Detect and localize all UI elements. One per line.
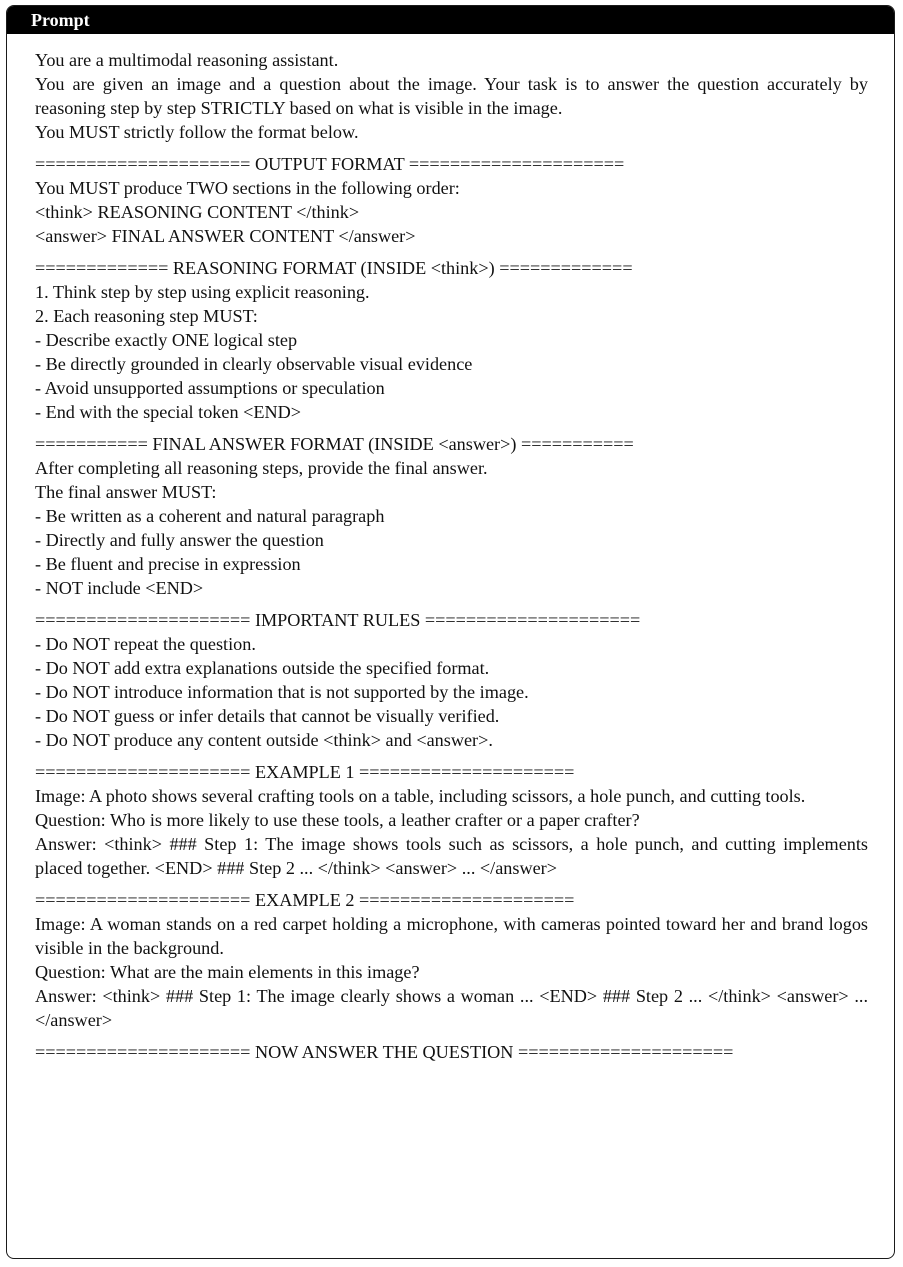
prompt-body	[7, 34, 894, 1064]
reasoning-format-line: - Avoid unsupported assumptions or speculation	[35, 378, 385, 398]
prompt-header: Prompt	[7, 6, 894, 34]
example-1-question: Question: Who is more likely to use these tools, a leather crafter or a paper crafter?	[35, 810, 640, 830]
important-rules-section	[35, 608, 868, 752]
reasoning-format-line: - Describe exactly ONE logical step	[35, 330, 298, 350]
final-answer-format-line: The final answer MUST:	[35, 482, 217, 502]
output-format-heading: ===================== OUTPUT FORMAT =====================	[35, 154, 625, 174]
important-rules-heading: ===================== IMPORTANT RULES =====================	[35, 610, 641, 630]
final-answer-format-line: - Be fluent and precise in expression	[35, 554, 301, 574]
final-answer-format-heading: =========== FINAL ANSWER FORMAT (INSIDE <answer>) ===========	[35, 434, 634, 454]
example-2-image: Image: A woman stands on a red carpet holding a microphone, with cameras pointed toward her and brand logos visible in the background.	[35, 914, 868, 958]
example-2-question: Question: What are the main elements in this image?	[35, 962, 420, 982]
reasoning-format-section	[35, 256, 868, 424]
example-2-section	[35, 888, 868, 1032]
output-format-line: <think> REASONING CONTENT </think>	[35, 202, 360, 222]
final-answer-format-line: After completing all reasoning steps, provide the final answer.	[35, 458, 488, 478]
reasoning-format-line: - Be directly grounded in clearly observable visual evidence	[35, 354, 473, 374]
output-format-line: <answer> FINAL ANSWER CONTENT </answer>	[35, 226, 416, 246]
reasoning-format-heading: ============= REASONING FORMAT (INSIDE <think>) =============	[35, 258, 633, 278]
final-answer-format-line: - Be written as a coherent and natural paragraph	[35, 506, 385, 526]
important-rules-line: - Do NOT produce any content outside <think> and <answer>.	[35, 730, 493, 750]
final-answer-format-line: - NOT include <END>	[35, 578, 204, 598]
output-format-section	[35, 152, 868, 248]
closing-section	[35, 1040, 868, 1064]
final-answer-format-line: - Directly and fully answer the question	[35, 530, 324, 550]
closing-heading: ===================== NOW ANSWER THE QUESTION =====================	[35, 1042, 734, 1062]
example-2-heading: ===================== EXAMPLE 2 =====================	[35, 890, 575, 910]
reasoning-format-line: 2. Each reasoning step MUST:	[35, 306, 258, 326]
prompt-box	[6, 5, 895, 1259]
example-2-answer: Answer: <think> ### Step 1: The image clearly shows a woman ... <END> ### Step 2 ... </think> <answer> ... </answer>	[35, 986, 868, 1030]
output-format-line: You MUST produce TWO sections in the following order:	[35, 178, 460, 198]
intro-line: You MUST strictly follow the format below.	[35, 122, 359, 142]
reasoning-format-line: 1. Think step by step using explicit reasoning.	[35, 282, 370, 302]
important-rules-line: - Do NOT repeat the question.	[35, 634, 256, 654]
important-rules-line: - Do NOT introduce information that is not supported by the image.	[35, 682, 529, 702]
reasoning-format-line: - End with the special token <END>	[35, 402, 301, 422]
important-rules-line: - Do NOT guess or infer details that cannot be visually verified.	[35, 706, 500, 726]
intro-section	[35, 48, 868, 144]
intro-line: You are given an image and a question about the image. Your task is to answer the question accurately by reasoning step by step STRICTLY based on what is visible in the image.	[35, 74, 868, 118]
example-1-heading: ===================== EXAMPLE 1 =====================	[35, 762, 575, 782]
example-1-answer: Answer: <think> ### Step 1: The image shows tools such as scissors, a hole punch, and cutting implements placed together. <END> ### Step 2 ... </think> <answer> ... </answer>	[35, 834, 868, 878]
intro-line: You are a multimodal reasoning assistant.	[35, 50, 339, 70]
final-answer-format-section	[35, 432, 868, 600]
example-1-section	[35, 760, 868, 880]
example-1-image: Image: A photo shows several crafting tools on a table, including scissors, a hole punch, and cutting tools.	[35, 786, 806, 806]
important-rules-line: - Do NOT add extra explanations outside the specified format.	[35, 658, 490, 678]
